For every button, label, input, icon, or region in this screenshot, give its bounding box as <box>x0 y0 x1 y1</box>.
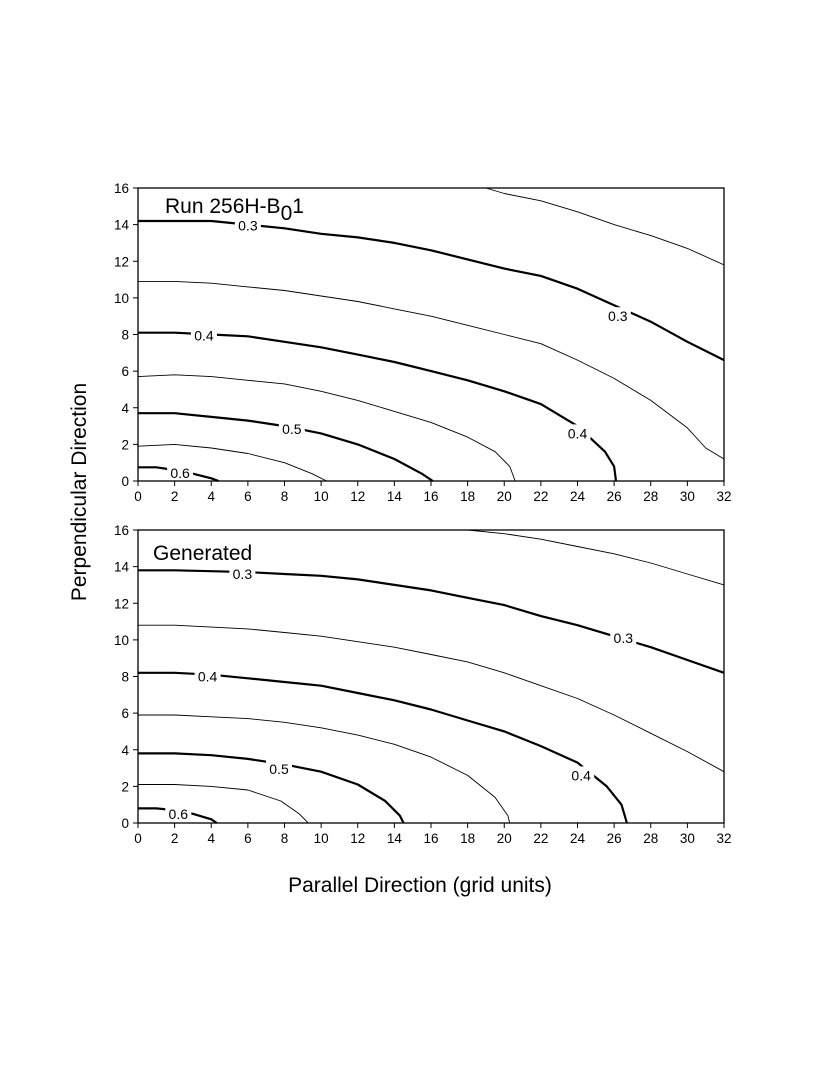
contour-line <box>138 444 327 481</box>
y-tick-label: 4 <box>121 742 129 758</box>
x-tick-label: 32 <box>716 831 732 846</box>
x-tick-label: 0 <box>134 831 142 846</box>
x-tick-label: 18 <box>460 831 476 846</box>
contour-label: 0.4 <box>197 668 218 685</box>
y-tick-label: 2 <box>121 437 129 453</box>
panel-title-subscript: 0 <box>280 202 293 225</box>
x-tick-label: 2 <box>170 831 179 846</box>
x-tick-label: 18 <box>460 489 476 504</box>
y-tick-label: 6 <box>121 706 129 722</box>
y-tick-label: 16 <box>113 181 129 196</box>
contour-label: 0.4 <box>571 767 591 784</box>
x-tick-label: 24 <box>569 831 586 846</box>
x-tick-label: 12 <box>350 489 366 504</box>
x-tick-label: 26 <box>606 831 622 846</box>
x-tick-label: 2 <box>170 489 179 504</box>
contour-label: 0.4 <box>567 425 588 442</box>
y-tick-label: 4 <box>121 400 129 416</box>
x-tick-label: 12 <box>350 831 366 846</box>
contour-line <box>138 333 616 481</box>
top-contour-panel <box>114 181 732 504</box>
y-tick-label: 12 <box>113 596 129 612</box>
x-tick-label: 20 <box>496 831 512 846</box>
x-tick-label: 8 <box>280 489 289 504</box>
y-tick-label: 10 <box>113 290 129 306</box>
panel-title <box>153 542 252 565</box>
contour-line <box>138 785 308 824</box>
x-tick-label: 32 <box>716 489 732 504</box>
x-tick-label: 4 <box>207 489 216 504</box>
x-tick-label: 22 <box>533 489 549 504</box>
x-tick-label: 16 <box>423 489 439 504</box>
contour-label: 0.4 <box>194 327 214 344</box>
x-tick-label: 6 <box>244 489 252 504</box>
x-tick-label: 28 <box>643 489 659 504</box>
x-tick-label: 24 <box>569 489 586 504</box>
y-tick-label: 8 <box>121 669 129 685</box>
x-tick-label: 26 <box>606 489 622 504</box>
x-tick-label: 6 <box>244 831 252 846</box>
contour-label: 0.5 <box>269 760 289 777</box>
y-tick-label: 14 <box>113 559 129 575</box>
x-tick-label: 10 <box>313 489 329 504</box>
x-tick-label: 10 <box>313 831 329 846</box>
x-tick-label: 20 <box>496 489 512 504</box>
y-tick-label: 14 <box>113 217 129 233</box>
contour-line <box>138 375 515 481</box>
x-tick-label: 8 <box>280 831 289 846</box>
x-tick-label: 22 <box>533 831 549 846</box>
y-tick-label: 0 <box>121 474 129 489</box>
panel-title-suffix: 1 <box>292 195 304 218</box>
x-axis-title: Parallel Direction (grid units) <box>288 874 552 897</box>
y-tick-label: 6 <box>121 364 129 380</box>
x-tick-label: 0 <box>134 489 142 504</box>
contour-line <box>486 188 724 265</box>
contour-label: 0.3 <box>232 565 253 582</box>
y-tick-label: 10 <box>113 632 129 648</box>
contour-line <box>138 625 724 772</box>
y-axis-title: Perpendicular Direction <box>68 382 91 602</box>
contour-line <box>468 530 724 585</box>
contour-line <box>138 715 510 823</box>
x-tick-label: 30 <box>679 489 695 504</box>
x-tick-label: 14 <box>386 831 402 846</box>
x-tick-label: 16 <box>423 831 439 846</box>
contour-label: 0.6 <box>168 805 189 822</box>
contour-label: 0.6 <box>170 464 190 481</box>
panel-title-main: Generated <box>153 542 253 565</box>
panel-title-main: Run 256H-B <box>165 195 281 218</box>
contour-line <box>138 570 724 673</box>
contour-label: 0.3 <box>613 630 634 647</box>
x-tick-label: 28 <box>643 831 659 846</box>
y-tick-label: 2 <box>121 779 129 795</box>
contour-label: 0.5 <box>282 420 302 437</box>
bottom-contour-panel <box>114 523 732 846</box>
y-tick-label: 0 <box>121 816 129 831</box>
y-tick-label: 12 <box>113 254 129 270</box>
y-tick-label: 8 <box>121 327 129 343</box>
x-tick-label: 14 <box>386 489 402 504</box>
contour-line <box>138 221 724 360</box>
x-tick-label: 30 <box>679 831 695 846</box>
x-tick-label: 4 <box>207 831 216 846</box>
contour-label: 0.3 <box>608 308 628 325</box>
contour-label: 0.3 <box>238 217 258 234</box>
y-tick-label: 16 <box>113 523 129 538</box>
